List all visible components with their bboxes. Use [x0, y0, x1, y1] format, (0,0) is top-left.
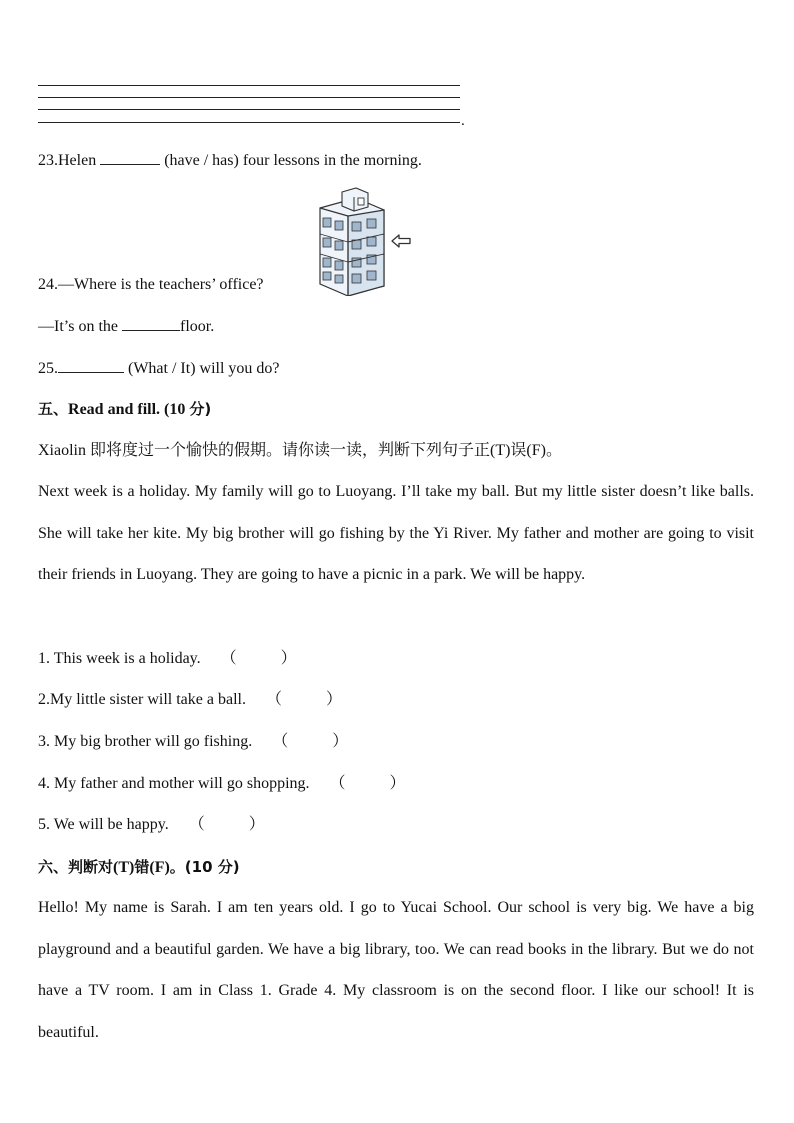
office-building-icon [312, 186, 416, 296]
answer-bracket[interactable] [266, 690, 342, 710]
tf-item [38, 690, 342, 710]
section-6-score: 。(10 分) [169, 858, 240, 876]
q23-prefix: 23.Helen [38, 152, 101, 169]
section-5-number: 五、 [38, 400, 69, 418]
question-25 [38, 358, 280, 379]
section-6-passage: Hello! My name is Sarah. I am ten years old. I go to Yucai School. Our school is very big. We have a big playground and a beautiful garden. We have a big library, too. We can read books in the library. But we do not have a TV room. I am in Class 1. Grade 4. My classroom is on the second floor. I like our school! It is beautiful. [38, 899, 754, 1041]
bracket-close: ） [325, 691, 342, 708]
answer-bracket[interactable] [272, 732, 348, 752]
q23-suffix: (have / has) four lessons in the morning. [160, 152, 422, 169]
bracket-close: ） [280, 650, 297, 667]
tf-item [38, 649, 297, 669]
bracket-open: （ [188, 816, 205, 833]
arrow-left-icon [392, 235, 410, 247]
section-6-number: 六、判断对 [38, 858, 114, 876]
tf-item [38, 732, 348, 752]
tf-item-text: 2.My little sister will take a ball. [38, 691, 246, 708]
section-5-passage: Next week is a holiday. My family will go to Luoyang. I’ll take my ball. But my little sister doesn’t like balls. She will take her kite. My big brother will go fishing by the Yi River. My father and mother are going to visit their friends in Luoyang. They are going to have a picnic in a park. We will be happy. [38, 483, 754, 583]
bracket-open: （ [220, 650, 237, 667]
answer-line[interactable] [38, 97, 460, 98]
bracket-open: （ [272, 733, 289, 750]
tf-item-text: 1. This week is a holiday. [38, 650, 201, 667]
tf-item-text: 4. My father and mother will go shopping. [38, 775, 310, 792]
bracket-close: ） [248, 816, 265, 833]
q25-prefix: 25. [38, 360, 58, 377]
q24-answer-prefix: —It’s on the [38, 318, 122, 335]
section-6-f: (F) [149, 859, 170, 876]
q24-answer-suffix: floor. [180, 318, 215, 335]
bracket-open: （ [265, 691, 282, 708]
section-5-instruction: Xiaolin 即将度过一个愉快的假期。请你读一读，判断下列句子正(T)误(F)。 [38, 442, 562, 459]
answer-line[interactable] [38, 85, 460, 86]
tf-item [38, 815, 265, 835]
answer-line[interactable] [38, 109, 460, 110]
q24-blank[interactable] [122, 316, 180, 331]
answer-bracket[interactable] [189, 815, 265, 835]
section-5-title-en: Read and fill. (10 [68, 401, 190, 418]
q23-blank[interactable] [100, 150, 160, 165]
question-24: 24.—Where is the teachers’ office? [38, 276, 264, 293]
q25-blank[interactable] [58, 358, 124, 373]
answer-bracket[interactable] [221, 649, 297, 669]
section-5-score-unit: 分) [189, 400, 212, 418]
answer-line[interactable] [38, 122, 460, 123]
answer-bracket[interactable] [330, 774, 406, 794]
tf-item-text: 3. My big brother will go fishing. [38, 733, 253, 750]
question-24-answer [38, 316, 214, 337]
bracket-close: ） [332, 733, 349, 750]
question-23 [38, 150, 422, 171]
tf-item [38, 774, 406, 794]
answer-lines-period: . [461, 113, 465, 129]
q25-suffix: (What / It) will you do? [124, 360, 280, 377]
section-6-title [38, 857, 240, 878]
section-5-title [38, 399, 211, 420]
bracket-open: （ [329, 775, 346, 792]
bracket-close: ） [389, 775, 406, 792]
tf-item-text: 5. We will be happy. [38, 816, 169, 833]
section-6-t: (T) [113, 859, 135, 876]
section-6-mid: 错 [134, 858, 150, 876]
